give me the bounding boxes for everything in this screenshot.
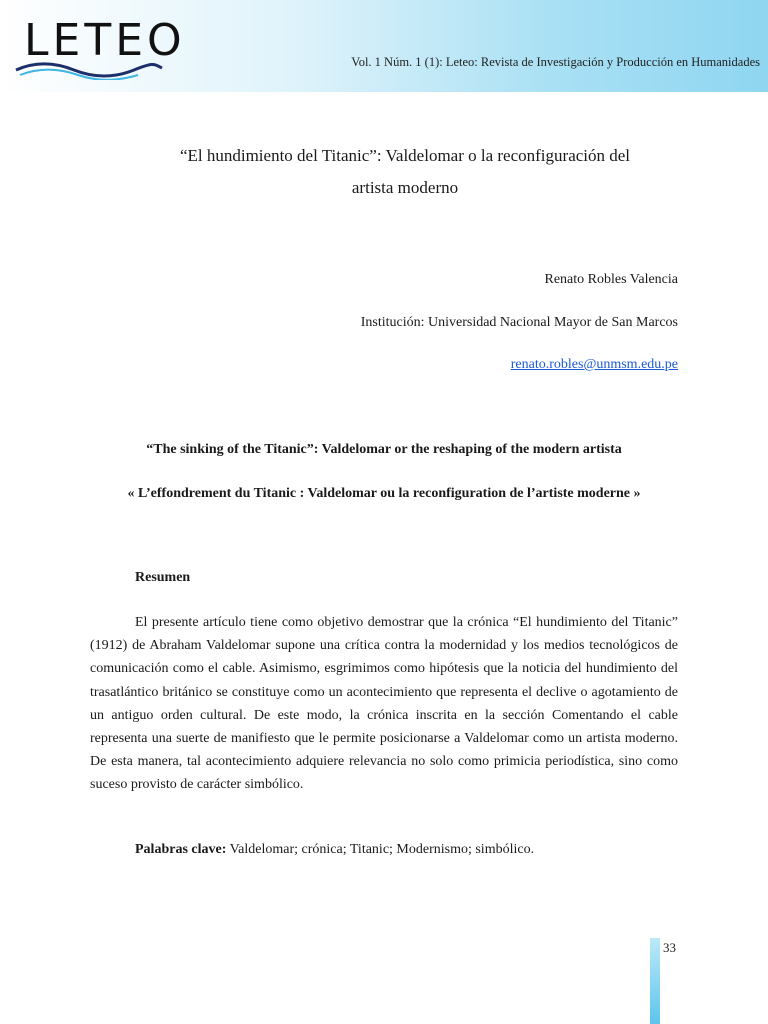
- journal-logo: [14, 14, 186, 80]
- wave-icon: [14, 58, 164, 80]
- title-line-1: “El hundimiento del Titanic”: Valdelomar o la reconfiguración del: [179, 146, 631, 165]
- author-institution: Institución: Universidad Nacional Mayor de San Marcos: [360, 315, 678, 330]
- keywords-line: [135, 842, 534, 858]
- keywords-label: Palabras clave:: [135, 842, 227, 857]
- author-email-link[interactable]: renato.robles@unmsm.edu.pe: [510, 357, 678, 372]
- title-line-2: artista moderno: [351, 178, 459, 197]
- article-title: [100, 140, 710, 204]
- page-accent-bar: [650, 938, 660, 1024]
- title-french: « L’effondrement du Titanic : Valdelomar ou la reconfiguration de l’artiste moderne »: [127, 486, 641, 501]
- keywords-values: Valdelomar; crónica; Titanic; Modernismo; simbólico.: [229, 842, 535, 857]
- title-english: “The sinking of the Titanic”: Valdelomar or the reshaping of the modern artista: [146, 442, 622, 457]
- abstract-heading: Resumen: [135, 570, 191, 585]
- page-number: 33: [663, 940, 676, 955]
- abstract-body: El presente artículo tiene como objetivo demostrar que la crónica “El hundimiento del Titanic” (1912) de Abraham Valdelomar supone una crítica contra la modernidad y los medios tecnológicos de comunicación como el cable. Asimismo, esgrimimos como hipótesis que la noticia del hundimiento del trasatlántico británico se constituye como un acontecimiento que representa el declive o agotamiento de un antiguo orden cultural. De este modo, la crónica inscrita en la sección Comentando el cable representa una suerte de manifiesto que le permite posicionarse a Valdelomar como un artista moderno. De esta manera, tal acontecimiento adquiere relevancia no solo como primicia periodística, sino como suceso provisto de carácter simbólico.: [90, 615, 678, 793]
- logo-text: LETEO: [24, 15, 186, 66]
- journal-meta: Vol. 1 Núm. 1 (1): Leteo: Revista de Investigación y Producción en Humanidades: [351, 55, 760, 69]
- author-name: Renato Robles Valencia: [544, 272, 678, 287]
